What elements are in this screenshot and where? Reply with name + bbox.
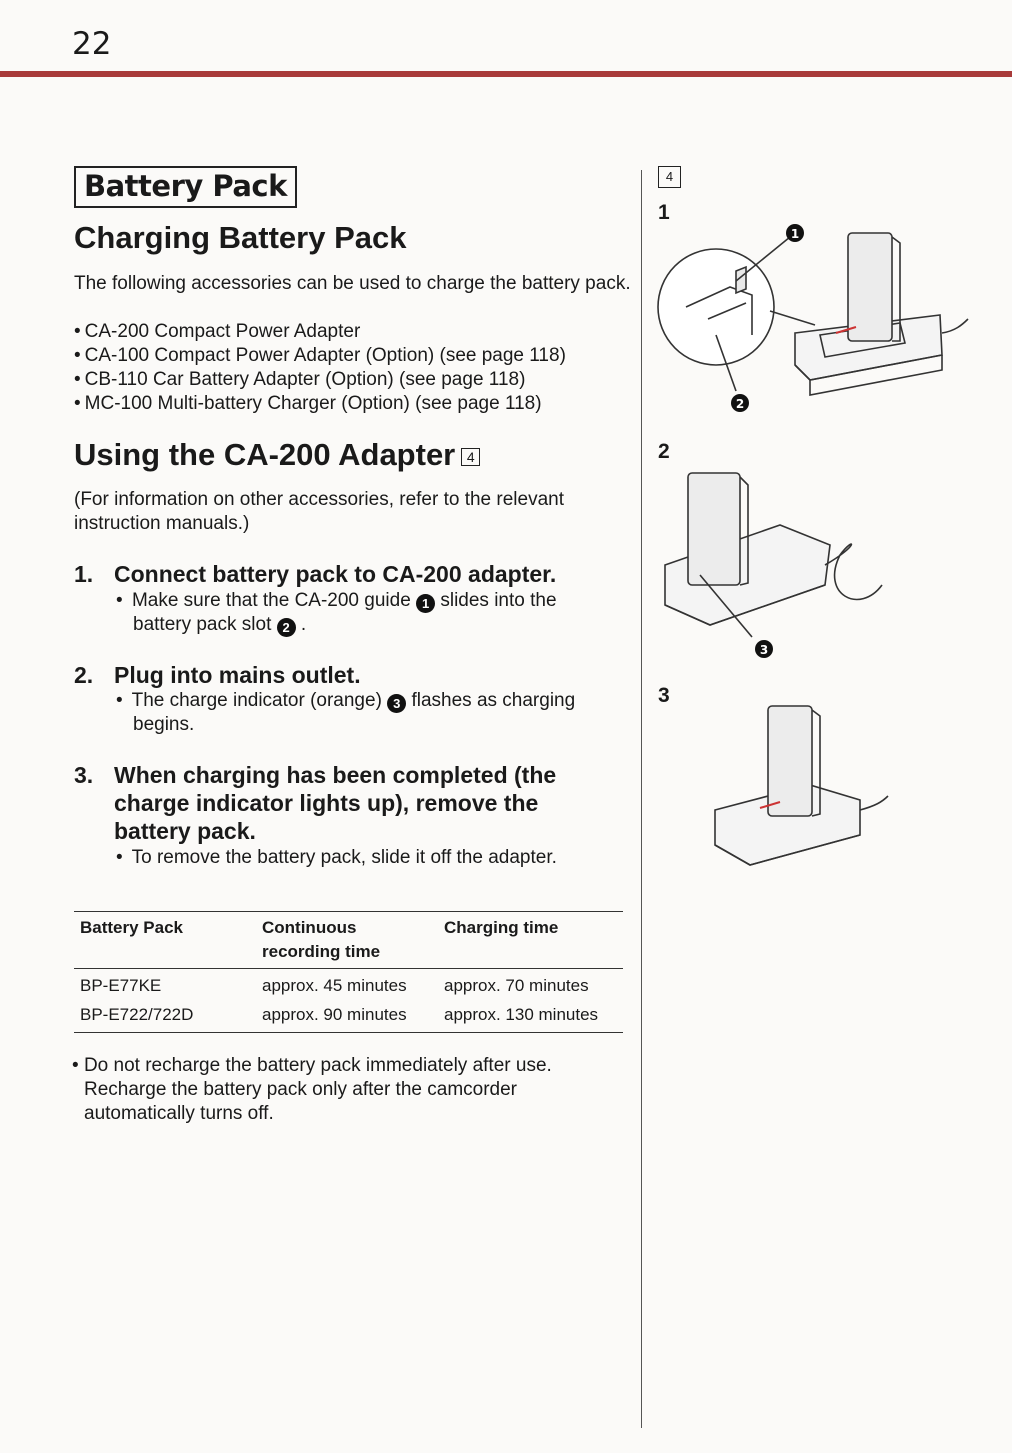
fig-marker-2: 2	[735, 397, 745, 411]
intro-text: The following accessories can be used to charge the battery pack.	[74, 273, 631, 294]
table-cell: approx. 90 minutes	[256, 1000, 438, 1033]
detail-text: Make sure that the CA-200 guide	[131, 590, 411, 611]
detail-text: battery pack slot	[133, 614, 272, 635]
warning-text: Do not recharge the battery pack immediately after use.	[83, 1055, 552, 1076]
page-number: 22	[72, 26, 112, 62]
table-row	[74, 969, 623, 1001]
column-header: Charging time	[438, 912, 623, 969]
figure-step-2: 2	[658, 440, 670, 463]
detail-text: slides into the	[440, 590, 557, 611]
plugged-adapter-illustration	[660, 455, 900, 665]
list-item: • MC-100 Multi-battery Charger (Option) (see page 118)	[74, 392, 634, 416]
marker-2: 2	[277, 618, 296, 637]
subsection-title	[74, 437, 480, 473]
table-cell: approx. 45 minutes	[262, 976, 407, 995]
table-cell: approx. 130 minutes	[438, 1000, 623, 1033]
step-title: When charging has been completed (the charge indicator lights up), remove the battery pack.	[114, 762, 557, 844]
step-number: 3.	[74, 762, 94, 788]
list-item: • CA-200 Compact Power Adapter	[74, 320, 634, 344]
list-item: • CB-110 Car Battery Adapter (Option) (see page 118)	[74, 368, 634, 392]
header-rule	[0, 71, 1012, 77]
step-1	[74, 560, 634, 588]
column-header: Continuous recording time	[256, 912, 438, 969]
accessory-list	[74, 320, 634, 416]
section-tag: Battery Pack	[74, 166, 297, 208]
detail-text: The charge indicator (orange)	[131, 690, 382, 711]
warning-text: Recharge the battery pack only after the camcorder automatically turns off.	[84, 1079, 518, 1124]
charging-time-table	[74, 911, 623, 1033]
accessory-note: (For information on other accessories, refer to the relevant instruction manuals.)	[74, 489, 565, 534]
recharge-warning	[72, 1054, 612, 1126]
detail-text: .	[300, 614, 307, 635]
table-header-row	[74, 912, 623, 969]
bullet-icon: •	[72, 1055, 79, 1076]
step-1-detail	[116, 589, 616, 637]
figure-step-3: 3	[658, 684, 670, 707]
step-number: 1.	[74, 561, 94, 587]
list-item: • CA-100 Compact Power Adapter (Option) (see page 118)	[74, 344, 634, 368]
fig-marker-3: 3	[759, 643, 769, 657]
page-title: Charging Battery Pack	[74, 220, 407, 255]
step-2	[74, 661, 634, 689]
figure-number-box: 4	[658, 166, 681, 188]
marker-1: 1	[416, 594, 435, 613]
step-2-detail	[116, 689, 616, 737]
step-title: Connect battery pack to CA-200 adapter.	[114, 561, 557, 587]
table-row	[74, 1000, 623, 1033]
battery-insert-illustration	[650, 215, 980, 420]
column-divider	[641, 170, 642, 1428]
marker-3: 3	[387, 694, 406, 713]
step-number: 2.	[74, 662, 94, 688]
column-header: Battery Pack	[74, 912, 256, 969]
table-cell: approx. 70 minutes	[444, 976, 589, 995]
table-cell: BP-E722/722D	[74, 1000, 256, 1033]
detail-text: To remove the battery pack, slide it off the adapter.	[131, 847, 557, 868]
detail-text: flashes as charging	[411, 690, 576, 711]
figure-reference: 4	[461, 448, 480, 466]
remove-battery-illustration	[710, 700, 900, 875]
step-title: Plug into mains outlet.	[114, 662, 361, 688]
table-cell: BP-E77KE	[80, 976, 162, 995]
detail-text: begins.	[133, 714, 195, 735]
subsection-title-text: Using the CA-200 Adapter	[74, 437, 456, 472]
step-3-detail	[116, 846, 616, 870]
step-3	[74, 761, 634, 845]
fig-marker-1: 1	[790, 227, 800, 241]
figure-step-1: 1	[658, 201, 670, 224]
